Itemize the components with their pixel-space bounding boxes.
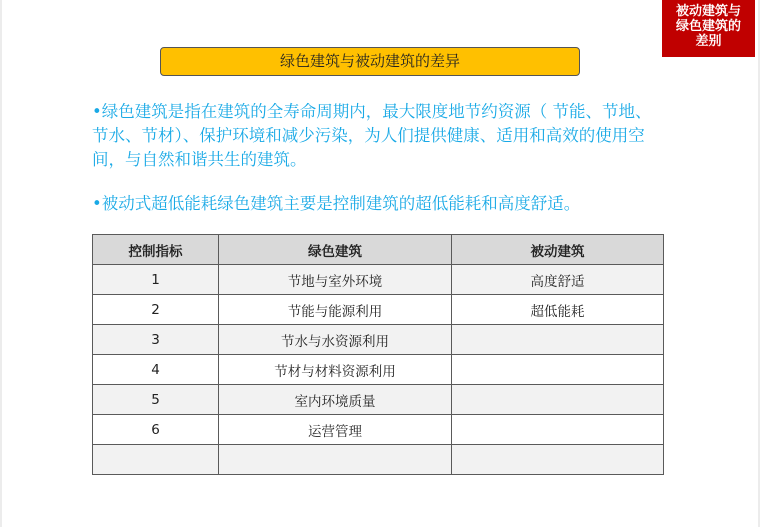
table-row [93,265,664,295]
cell-green: 室内环境质量 [219,385,452,415]
cell-green: 节能与能源利用 [219,295,452,325]
cell-index: 4 [93,355,219,385]
section-tag [662,0,755,57]
header-passive-building: 被动建筑 [452,235,664,265]
table-row [93,385,664,415]
cell-passive [452,325,664,355]
table-row [93,415,664,445]
cell-index: 2 [93,295,219,325]
cell-green: 节地与室外环境 [219,265,452,295]
cell-index [93,445,219,475]
table-row [93,355,664,385]
cell-green: 节水与水资源利用 [219,325,452,355]
summary-paragraph: •被动式超低能耗绿色建筑主要是控制建筑的超低能耗和高度舒适。 [92,194,581,213]
cell-index: 3 [93,325,219,355]
cell-passive: 超低能耗 [452,295,664,325]
header-indicator: 控制指标 [93,235,219,265]
cell-passive [452,445,664,475]
cell-passive: 高度舒适 [452,265,664,295]
definition-paragraph: •绿色建筑是指在建筑的全寿命周期内，最大限度地节约资源（ 节能、节地、节水、节材）、保护环境和减少污染，为人们提供健康、适用和高效的使用空间，与自然和谐共生的建筑。 [92,102,652,169]
cell-index: 1 [93,265,219,295]
table-header-row [93,235,664,265]
section-tag-line-2: 绿色建筑的 [675,19,741,34]
cell-passive [452,385,664,415]
table-row [93,295,664,325]
cell-passive [452,415,664,445]
section-tag-line-1: 被动建筑与 [675,4,741,19]
slide-title: 绿色建筑与被动建筑的差异 [160,47,580,76]
cell-index: 5 [93,385,219,415]
header-green-building: 绿色建筑 [219,235,452,265]
cell-green: 运营管理 [219,415,452,445]
section-tag-line-3: 差别 [695,34,722,49]
cell-passive [452,355,664,385]
cell-green: 节材与材料资源利用 [219,355,452,385]
slide-left-edge [0,0,2,527]
table-row [93,325,664,355]
table-row [93,445,664,475]
comparison-table [92,234,664,475]
cell-index: 6 [93,415,219,445]
cell-green [219,445,452,475]
